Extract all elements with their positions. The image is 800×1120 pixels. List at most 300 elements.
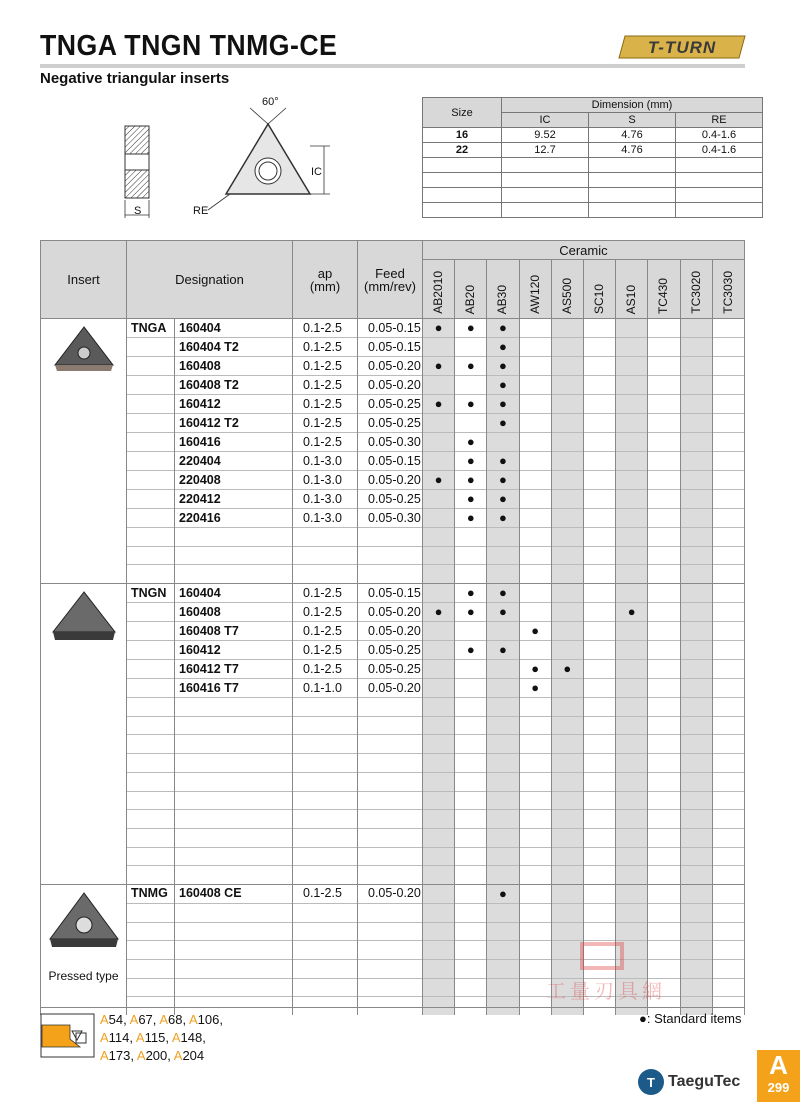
designation-code: 160408 T7 — [175, 622, 293, 641]
grade-cell-sc10 — [583, 433, 615, 452]
grade-cell-tc430 — [648, 603, 680, 622]
feed-value: 0.05-0.25 — [358, 641, 423, 660]
grade-cell-aw120 — [519, 414, 551, 433]
grade-cell-ab20 — [455, 679, 487, 698]
svg-text:工量刃具網: 工量刃具網 — [546, 979, 666, 1003]
table-empty-row — [41, 810, 745, 829]
dimension-col-header: S — [589, 113, 676, 128]
grade-cell-ab2010 — [423, 584, 455, 603]
ap-value: 0.1-2.5 — [293, 603, 358, 622]
grade-cell-ab2010 — [423, 509, 455, 528]
size-cell: 16 — [423, 128, 502, 143]
insert-image-cell — [41, 584, 127, 885]
grade-cell-sc10 — [583, 338, 615, 357]
pressed-type-note: Pressed type — [48, 968, 119, 983]
grade-cell-tc3030 — [712, 622, 744, 641]
grade-cell-ab2010 — [423, 490, 455, 509]
grade-cell-as10 — [616, 509, 648, 528]
grade-cell-sc10 — [583, 884, 615, 903]
table-empty-row — [41, 754, 745, 773]
table-empty-row — [41, 698, 745, 717]
grade-cell-tc3030 — [712, 319, 744, 338]
standard-item-mark: ● — [499, 491, 507, 506]
grade-cell-tc3020 — [680, 603, 712, 622]
ap-value: 0.1-2.5 — [293, 338, 358, 357]
page-ref-link[interactable]: A204 — [173, 1048, 205, 1063]
grade-cell-tc3030 — [712, 660, 744, 679]
grade-header-sc10: SC10 — [583, 260, 615, 319]
grade-cell-ab20 — [455, 884, 487, 903]
ap-value: 0.1-2.5 — [293, 660, 358, 679]
designation-code: 160412 T7 — [175, 660, 293, 679]
grade-cell-tc3020 — [680, 884, 712, 903]
table-empty-row — [41, 828, 745, 847]
grade-cell-sc10 — [583, 395, 615, 414]
ic-dimension-label: IC — [311, 166, 322, 178]
grade-header-as10: AS10 — [616, 260, 648, 319]
re-dimension-label: RE — [193, 205, 209, 217]
dimension-row — [423, 143, 763, 158]
dimension-header: Dimension (mm) — [502, 98, 763, 113]
page-ref-link[interactable]: A148 — [171, 1030, 203, 1045]
table-empty-row — [41, 903, 745, 922]
svg-text:T-TURN: T-TURN — [647, 38, 717, 57]
grade-cell-as10 — [616, 884, 648, 903]
table-row — [41, 319, 745, 338]
taegutec-logo-icon — [637, 1068, 665, 1096]
grade-cell-ab30 — [487, 471, 519, 490]
grade-cell-sc10 — [583, 509, 615, 528]
designation-code: 160416 T7 — [175, 679, 293, 698]
grade-cell-as500 — [551, 509, 583, 528]
grade-cell-as10 — [616, 338, 648, 357]
ic-cell: 12.7 — [502, 143, 589, 158]
table-row — [41, 376, 745, 395]
grade-cell-as500 — [551, 357, 583, 376]
page-ref-link[interactable]: A67 — [129, 1012, 153, 1027]
grade-cell-tc430 — [648, 509, 680, 528]
table-row — [41, 452, 745, 471]
grade-cell-tc3020 — [680, 660, 712, 679]
grade-cell-aw120 — [519, 622, 551, 641]
grade-cell-tc3020 — [680, 509, 712, 528]
grade-cell-aw120 — [519, 395, 551, 414]
designation-prefix — [127, 452, 175, 471]
grade-cell-aw120 — [519, 509, 551, 528]
legend-standard-items: ●: Standard items — [639, 1011, 742, 1026]
brand-name: TaeguTec — [668, 1073, 741, 1090]
grade-cell-aw120 — [519, 490, 551, 509]
table-empty-row — [41, 716, 745, 735]
grade-cell-ab2010 — [423, 603, 455, 622]
grade-cell-aw120 — [519, 471, 551, 490]
standard-item-mark: ● — [499, 585, 507, 601]
grade-cell-ab30 — [487, 679, 519, 698]
grade-cell-as500 — [551, 603, 583, 622]
grade-cell-sc10 — [583, 490, 615, 509]
grade-cell-as500 — [551, 338, 583, 357]
feed-value: 0.05-0.20 — [358, 884, 423, 903]
standard-item-mark: ● — [466, 358, 475, 373]
designation-prefix: TNGN — [127, 584, 175, 603]
grade-cell-ab20 — [455, 490, 487, 509]
ap-value: 0.1-2.5 — [293, 641, 358, 660]
grade-header-ab20: AB20 — [455, 260, 487, 319]
table-empty-row — [41, 922, 745, 941]
s-cell: 4.76 — [589, 143, 676, 158]
standard-item-mark: ● — [531, 661, 540, 677]
grade-cell-ab20 — [455, 584, 487, 603]
grade-cell-tc3020 — [680, 452, 712, 471]
standard-item-mark: ● — [627, 604, 636, 620]
grade-header-tc3030: TC3030 — [712, 260, 744, 319]
grade-cell-ab20 — [455, 641, 487, 660]
dimension-empty-row — [423, 188, 763, 203]
watermark-logo — [536, 940, 676, 1010]
grade-cell-tc3030 — [712, 884, 744, 903]
page-ref-link[interactable]: A114 — [100, 1030, 130, 1045]
s-dimension-label: S — [134, 205, 142, 217]
page-ref-link[interactable]: A200 — [136, 1048, 168, 1063]
standard-item-mark: ● — [466, 491, 475, 506]
insert-grade-table — [40, 240, 745, 1015]
standard-item-mark: ● — [466, 604, 475, 620]
grade-cell-as500 — [551, 433, 583, 452]
designation-code: 160416 — [175, 433, 293, 452]
standard-item-mark: ● — [563, 661, 572, 677]
standard-item-mark: ● — [499, 453, 507, 468]
grade-cell-aw120 — [519, 679, 551, 698]
grade-cell-as500 — [551, 490, 583, 509]
grade-cell-ab2010 — [423, 471, 455, 490]
designation-code: 160408 T2 — [175, 376, 293, 395]
grade-cell-tc430 — [648, 660, 680, 679]
grade-cell-ab2010 — [423, 452, 455, 471]
designation-prefix — [127, 357, 175, 376]
table-row — [41, 433, 745, 452]
grade-cell-tc430 — [648, 622, 680, 641]
dimension-empty-row — [423, 203, 763, 218]
grade-cell-tc3030 — [712, 679, 744, 698]
designation-prefix — [127, 660, 175, 679]
table-row — [41, 603, 745, 622]
insert-top-view-diagram — [190, 98, 340, 220]
designation-prefix — [127, 471, 175, 490]
feed-value: 0.05-0.20 — [358, 679, 423, 698]
grade-cell-as10 — [616, 452, 648, 471]
table-empty-row — [41, 546, 745, 565]
grade-cell-tc3030 — [712, 490, 744, 509]
grade-cell-aw120 — [519, 376, 551, 395]
table-empty-row — [41, 528, 745, 547]
grade-cell-tc3020 — [680, 490, 712, 509]
designation-prefix: TNGA — [127, 319, 175, 338]
grade-cell-as10 — [616, 603, 648, 622]
grade-cell-tc3030 — [712, 509, 744, 528]
table-empty-row — [41, 565, 745, 584]
grade-cell-ab20 — [455, 622, 487, 641]
feed-value: 0.05-0.15 — [358, 338, 423, 357]
grade-cell-as10 — [616, 433, 648, 452]
grade-cell-ab2010 — [423, 414, 455, 433]
grade-cell-as500 — [551, 884, 583, 903]
grade-cell-tc3020 — [680, 433, 712, 452]
standard-item-mark: ● — [466, 434, 475, 449]
grade-cell-ab20 — [455, 414, 487, 433]
grade-cell-tc3030 — [712, 338, 744, 357]
standard-item-mark: ● — [499, 320, 507, 335]
grade-cell-tc430 — [648, 433, 680, 452]
table-row — [41, 584, 745, 603]
designation-code: 160404 — [175, 319, 293, 338]
grade-cell-ab2010 — [423, 395, 455, 414]
grade-cell-sc10 — [583, 452, 615, 471]
standard-item-mark: ● — [434, 396, 443, 411]
standard-item-mark: ● — [466, 453, 475, 468]
grade-cell-aw120 — [519, 433, 551, 452]
table-empty-row — [41, 772, 745, 791]
feed-value: 0.05-0.15 — [358, 584, 423, 603]
grade-cell-tc3030 — [712, 452, 744, 471]
table-row — [41, 509, 745, 528]
feed-value: 0.05-0.15 — [358, 452, 423, 471]
table-row — [41, 414, 745, 433]
page-title: TNGA TNGN TNMG-CE — [40, 30, 338, 62]
grade-cell-aw120 — [519, 660, 551, 679]
ap-value: 0.1-2.5 — [293, 395, 358, 414]
grade-cell-sc10 — [583, 603, 615, 622]
designation-prefix — [127, 641, 175, 660]
grade-cell-ab20 — [455, 603, 487, 622]
grade-cell-tc3020 — [680, 471, 712, 490]
designation-code: 160408 — [175, 357, 293, 376]
grade-cell-as10 — [616, 395, 648, 414]
standard-item-mark: ● — [499, 377, 507, 392]
ap-value: 0.1-2.5 — [293, 357, 358, 376]
page-ref-link[interactable]: A54 — [100, 1012, 124, 1027]
grade-cell-sc10 — [583, 471, 615, 490]
standard-item-mark: ● — [466, 320, 475, 335]
designation-prefix — [127, 490, 175, 509]
grade-cell-tc3020 — [680, 376, 712, 395]
table-row — [41, 660, 745, 679]
ap-value: 0.1-2.5 — [293, 414, 358, 433]
feed-value: 0.05-0.20 — [358, 603, 423, 622]
grade-cell-ab30 — [487, 338, 519, 357]
feed-value: 0.05-0.20 — [358, 376, 423, 395]
grade-cell-as10 — [616, 319, 648, 338]
insert-image-cell — [41, 884, 127, 1015]
page-subtitle: Negative triangular inserts — [40, 70, 230, 87]
grade-cell-aw120 — [519, 884, 551, 903]
grade-cell-sc10 — [583, 679, 615, 698]
standard-item-mark: ● — [499, 510, 507, 525]
grade-cell-tc430 — [648, 338, 680, 357]
grade-cell-tc430 — [648, 357, 680, 376]
grade-cell-as500 — [551, 641, 583, 660]
grade-header-as500: AS500 — [551, 260, 583, 319]
ap-value: 0.1-1.0 — [293, 679, 358, 698]
standard-item-mark: ● — [499, 885, 507, 901]
designation-code: 220408 — [175, 471, 293, 490]
designation-code: 160408 — [175, 603, 293, 622]
grade-cell-tc3030 — [712, 395, 744, 414]
grade-cell-ab20 — [455, 395, 487, 414]
standard-item-mark: ● — [499, 339, 507, 354]
dimension-table — [422, 97, 763, 218]
feed-value: 0.05-0.25 — [358, 660, 423, 679]
dimension-empty-row — [423, 158, 763, 173]
feed-value: 0.05-0.25 — [358, 395, 423, 414]
grade-cell-ab2010 — [423, 622, 455, 641]
grade-cell-ab30 — [487, 395, 519, 414]
feed-value: 0.05-0.20 — [358, 622, 423, 641]
grade-cell-tc430 — [648, 884, 680, 903]
grade-cell-aw120 — [519, 603, 551, 622]
grade-cell-as10 — [616, 471, 648, 490]
grade-cell-as10 — [616, 660, 648, 679]
page-ref-link[interactable]: A68 — [159, 1012, 183, 1027]
grade-cell-ab2010 — [423, 319, 455, 338]
grade-cell-sc10 — [583, 357, 615, 376]
page-ref-link[interactable]: A115 — [135, 1030, 166, 1045]
table-row — [41, 357, 745, 376]
grade-cell-as500 — [551, 452, 583, 471]
page-ref-link[interactable]: A106 — [188, 1012, 220, 1027]
grade-cell-as10 — [616, 376, 648, 395]
grade-cell-tc430 — [648, 319, 680, 338]
grade-cell-ab30 — [487, 641, 519, 660]
grade-cell-tc3020 — [680, 338, 712, 357]
standard-item-mark: ● — [499, 604, 507, 620]
designation-prefix: TNMG — [127, 884, 175, 903]
ap-value: 0.1-2.5 — [293, 376, 358, 395]
ap-value: 0.1-2.5 — [293, 884, 358, 903]
grade-cell-tc430 — [648, 490, 680, 509]
designation-code: 160412 T2 — [175, 414, 293, 433]
table-row — [41, 884, 745, 903]
ap-value: 0.1-3.0 — [293, 509, 358, 528]
page-ref-link[interactable]: A173 — [100, 1048, 131, 1063]
dimension-col-header: IC — [502, 113, 589, 128]
designation-code: 160404 — [175, 584, 293, 603]
designation-prefix — [127, 603, 175, 622]
re-cell: 0.4-1.6 — [676, 128, 763, 143]
grade-cell-tc3020 — [680, 584, 712, 603]
feed-value: 0.05-0.25 — [358, 414, 423, 433]
standard-item-mark: ● — [466, 472, 475, 487]
tnmg-insert-icon — [44, 889, 124, 951]
grade-cell-ab30 — [487, 433, 519, 452]
grade-cell-as500 — [551, 679, 583, 698]
grade-cell-ab30 — [487, 452, 519, 471]
grade-cell-as10 — [616, 414, 648, 433]
designation-code: 160404 T2 — [175, 338, 293, 357]
grade-cell-ab30 — [487, 584, 519, 603]
grade-header-tc430: TC430 — [648, 260, 680, 319]
grade-cell-ab20 — [455, 376, 487, 395]
grade-header-tc3020: TC3020 — [680, 260, 712, 319]
grade-cell-as10 — [616, 622, 648, 641]
grade-cell-tc3020 — [680, 622, 712, 641]
feed-value: 0.05-0.20 — [358, 357, 423, 376]
grade-header-ab30: AB30 — [487, 260, 519, 319]
grade-cell-tc430 — [648, 584, 680, 603]
ap-value: 0.1-3.0 — [293, 490, 358, 509]
tnga-insert-icon — [49, 323, 119, 373]
grade-cell-as10 — [616, 584, 648, 603]
standard-item-mark: ● — [499, 642, 507, 658]
page-references: A54, A67, A68, A106, A114, A115, A148, A173, A200, A204 — [100, 1012, 223, 1063]
table-row — [41, 338, 745, 357]
re-cell: 0.4-1.6 — [676, 143, 763, 158]
insert-image-cell — [41, 319, 127, 584]
grade-cell-ab20 — [455, 357, 487, 376]
grade-cell-ab30 — [487, 319, 519, 338]
designation-code: 160412 — [175, 395, 293, 414]
designation-prefix — [127, 338, 175, 357]
standard-item-mark: ● — [499, 415, 507, 430]
grade-cell-tc3030 — [712, 471, 744, 490]
insert-header: Insert — [41, 241, 127, 319]
feed-value: 0.05-0.30 — [358, 433, 423, 452]
t-turn-logo — [617, 32, 747, 62]
grade-cell-ab2010 — [423, 338, 455, 357]
grade-cell-as500 — [551, 471, 583, 490]
designation-prefix — [127, 679, 175, 698]
standard-item-mark: ● — [434, 358, 443, 373]
grade-cell-ab30 — [487, 660, 519, 679]
grade-cell-aw120 — [519, 338, 551, 357]
grade-cell-tc430 — [648, 641, 680, 660]
grade-cell-tc3030 — [712, 641, 744, 660]
section-tab[interactable] — [757, 1050, 800, 1102]
grade-cell-ab2010 — [423, 641, 455, 660]
grade-cell-ab2010 — [423, 376, 455, 395]
grade-cell-tc430 — [648, 414, 680, 433]
grade-cell-as500 — [551, 622, 583, 641]
standard-item-mark: ● — [499, 396, 507, 411]
grade-header-ab2010: AB2010 — [423, 260, 455, 319]
grade-cell-aw120 — [519, 584, 551, 603]
grade-cell-ab2010 — [423, 884, 455, 903]
tngn-insert-icon — [49, 588, 119, 644]
toolholder-reference-icon — [40, 1013, 95, 1058]
grade-cell-ab20 — [455, 433, 487, 452]
grade-cell-tc430 — [648, 471, 680, 490]
grade-cell-ab30 — [487, 509, 519, 528]
grade-cell-ab30 — [487, 376, 519, 395]
designation-header: Designation — [127, 241, 293, 319]
designation-code: 220412 — [175, 490, 293, 509]
designation-prefix — [127, 509, 175, 528]
grade-cell-tc3030 — [712, 376, 744, 395]
feed-value: 0.05-0.25 — [358, 490, 423, 509]
dimension-empty-row — [423, 173, 763, 188]
grade-cell-ab30 — [487, 490, 519, 509]
grade-cell-tc3020 — [680, 357, 712, 376]
grade-cell-tc3020 — [680, 395, 712, 414]
size-header: Size — [423, 98, 502, 128]
standard-item-mark: ● — [531, 680, 540, 696]
table-empty-row — [41, 735, 745, 754]
ceramic-header: Ceramic — [423, 241, 745, 260]
feed-header: Feed (mm/rev) — [358, 241, 423, 319]
grade-cell-sc10 — [583, 584, 615, 603]
angle-label: 60° — [262, 96, 279, 108]
grade-cell-ab30 — [487, 622, 519, 641]
table-row — [41, 679, 745, 698]
